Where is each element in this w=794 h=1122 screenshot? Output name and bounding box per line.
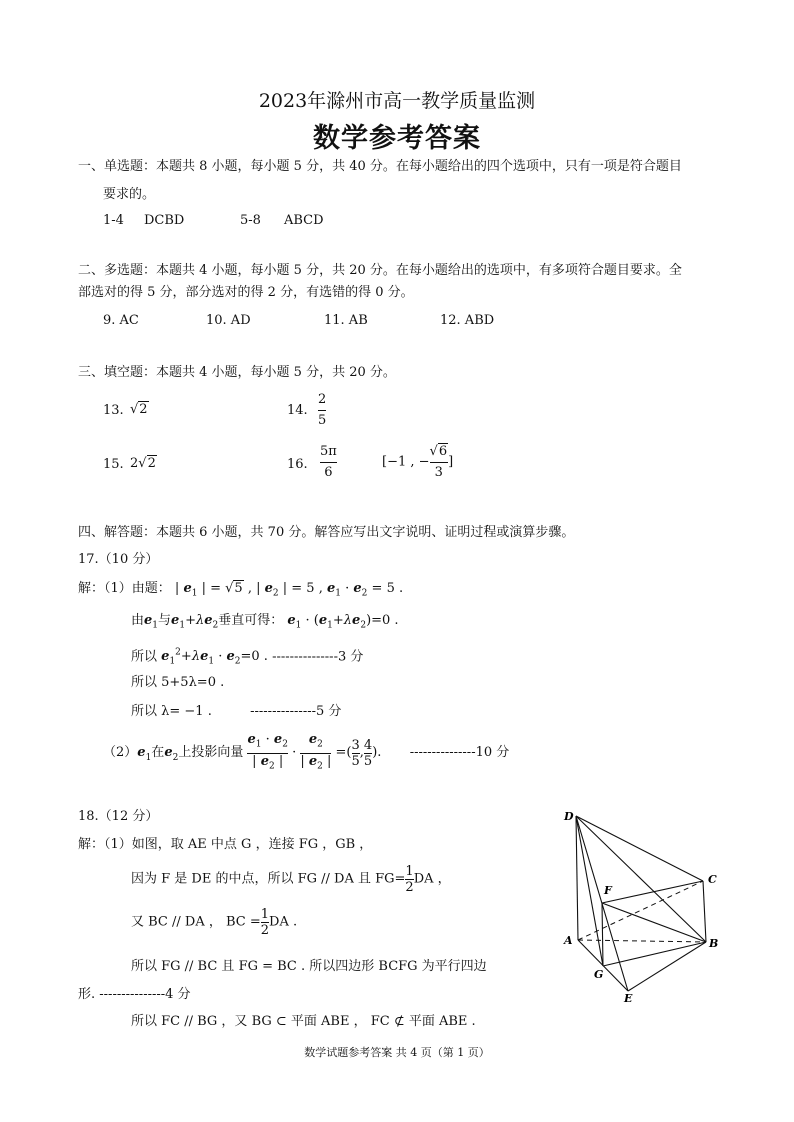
q17-line3-prefix: 所以 [131, 649, 158, 665]
label-C: C [708, 873, 717, 886]
q13-radicand: 2 [139, 402, 148, 417]
q18-line2 [131, 864, 451, 895]
section3-heading: 三、填空题：本题共 4 小题，每小题 5 分，共 20 分。 [78, 365, 396, 380]
q17-line5-score: ---------------5 分 [250, 704, 342, 719]
q17-line5-text: 所以 λ= −1 . [131, 704, 212, 719]
q17-line3-score: ---------------3 分 [272, 649, 364, 665]
label-G: G [594, 968, 604, 981]
section2-answer: 10. AD [206, 313, 251, 328]
q18-frac-den: 2 [405, 880, 414, 895]
q18-line3-b: DA . [269, 914, 298, 930]
q18-frac2-num: 1 [260, 907, 270, 922]
q17-line3 [131, 644, 363, 671]
q17-result-x-den: 5 [351, 753, 360, 769]
section2-heading-line2: 部选对的得 5 分，部分选对的得 2 分，有选错的得 0 分。 [78, 285, 414, 300]
label-A: A [564, 934, 573, 947]
q17-proj-frac1: $\frac{e_1 \cdot e_2}{| e_2 |}$ [247, 732, 287, 774]
edge-DC [576, 816, 703, 881]
q17-line3-math: $e_1^2+\lambda e_1 \cdot e_2=0$ . [161, 648, 268, 667]
q17-result-y [364, 738, 372, 769]
q18-line3 [131, 907, 297, 938]
q17-line2-a: 由 [131, 613, 145, 628]
q17-line5 [131, 703, 341, 721]
section1-ans1-value: DCBD [144, 213, 185, 228]
q17-result-y-den: 5 [363, 753, 373, 769]
q18-line2-b: DA ， [413, 871, 451, 887]
q16-denominator: 6 [320, 462, 337, 483]
q17-line4: 所以 5+5λ=0 . [131, 675, 225, 690]
q18-frac-num: 1 [405, 864, 414, 879]
edge-FG [602, 903, 603, 966]
edge-AC-dashed [578, 881, 703, 940]
q18-half-frac2 [261, 907, 269, 938]
q18-line6: 所以 FC // BG ，又 BG ⊂ 平面 ABE ， FC ⊄ 平面 ABE . [131, 1014, 476, 1029]
q17-line1 [78, 580, 403, 603]
q16-interval-start: [−1 , − [382, 454, 430, 470]
q17-part2-b: 上投影向量 [178, 745, 244, 761]
edge-FB [602, 903, 706, 942]
edge-FC [602, 881, 703, 903]
q17-part2: $(2)e_1$在$e_2$上投影向量 $\frac{e_1 \cdot e_2}{| e_2 |}$ · $\frac{e_2}{| e_2 |}$ =( $\frac{3}{5}$ , $\frac{4}{5}$ ). ---------------10 分 [103, 732, 509, 774]
q17-result-x [352, 738, 360, 769]
q17-line2-b: 与 [158, 613, 172, 628]
section2-answer: 11. AB [324, 313, 368, 328]
edge-CB [703, 881, 706, 942]
q13-answer: √2 [130, 402, 148, 417]
q16-interval-numerator: √6 [429, 444, 448, 459]
page-footer: 数学试题参考答案 共 4 页（第 1 页） [304, 1046, 490, 1059]
q16-label: 16. [287, 457, 308, 472]
edge-DA [576, 816, 578, 940]
q13-label: 13. [103, 403, 124, 418]
q18-frac2-den: 2 [260, 923, 270, 938]
q15-radicand: 2 [147, 456, 156, 471]
q18-line1: 解：（1）如图，取 AE 中点 G ，连接 FG ，GB ， [78, 837, 373, 852]
q18-line2-a: 因为 F 是 DE 的中点，所以 FG // DA 且 FG= [131, 871, 406, 887]
section1-heading-line2: 要求的。 [103, 187, 156, 202]
section1-ans1-label: 1-4 [103, 213, 124, 228]
q17-result-x-num: 3 [351, 737, 360, 753]
q18-line3-a: 又 BC // DA ， BC = [131, 914, 261, 930]
label-E: E [624, 992, 633, 1002]
q16-interval-denominator: 3 [430, 462, 449, 483]
q17-given-math: | $e_1$ | = √5 , | $e_2$ | = 5 , $e_1 \cdot e_2 = 5$ . [174, 581, 404, 599]
q16-answer1 [320, 442, 337, 483]
section2-answer: 12. ABD [440, 313, 495, 328]
q17-label: 17.（10 分） [78, 552, 159, 567]
label-D: D [564, 810, 574, 823]
page-title: 2023年滁州市高一教学质量监测 [258, 90, 536, 112]
q15-coefficient: 2 [130, 456, 139, 471]
q17-solve-prefix: 解：（1）由题： [78, 581, 171, 596]
q18-label: 18.（12 分） [78, 809, 159, 824]
page-subtitle: 数学参考答案 [313, 123, 481, 154]
q17-line2-c: 垂直可得： [218, 613, 284, 628]
q15-label: 15. [103, 457, 124, 472]
q15-answer: 2√2 [130, 456, 156, 471]
edge-AB-dashed [578, 940, 706, 942]
section1-ans2-value: ABCD [284, 213, 324, 228]
geometry-figure [558, 806, 730, 1002]
q16-interval-end: ] [448, 454, 454, 470]
q17-part2-score: ---------------10 分 [409, 745, 510, 761]
section1-ans2-label: 5-8 [240, 213, 261, 228]
q17-part2-prefix: （2） [103, 745, 138, 761]
q17-line2-math: $e_1 \cdot (e_1+\lambda e_2)=0$ . [287, 613, 399, 631]
section1-heading-line1: 一、单选题：本题共 8 小题，每小题 5 分，共 40 分。在每小题给出的四个选项中，只有一项是符合题目 [78, 159, 682, 174]
q16-numerator: 5π [320, 444, 337, 459]
label-F: F [604, 884, 612, 897]
section2-answer: 9. AC [103, 313, 139, 328]
edge-EB [628, 942, 706, 991]
q16-answer2 [382, 442, 453, 483]
section2-heading-line1: 二、多选题：本题共 4 小题，每小题 5 分，共 20 分。在每小题给出的选项中，有多项符合题目要求。全 [78, 263, 682, 278]
q14-answer [318, 390, 326, 431]
q18-line4: 所以 FG // BC 且 FG = BC . 所以四边形 BCFG 为平行四边 [131, 959, 487, 974]
label-B: B [709, 937, 719, 950]
q17-line2: 由$e_1$与$e_1+\lambda e_2$垂直可得： $e_1 \cdot (e_1+\lambda e_2)=0$ . [131, 613, 399, 631]
q17-part2-a: 在 [151, 745, 165, 761]
q18-half-frac [405, 864, 413, 895]
edge-GB [603, 942, 706, 966]
q14-label: 14. [287, 403, 308, 418]
q17-result-y-num: 4 [363, 737, 373, 753]
q16-interval-radicand: 6 [438, 444, 448, 459]
q14-denominator: 5 [318, 410, 326, 431]
section4-heading: 四、解答题：本题共 6 小题，共 70 分。解答应写出文字说明、证明过程或演算步骤。 [78, 525, 575, 540]
q17-proj-frac2: $\frac{e_2}{| e_2 |}$ [300, 732, 331, 774]
q14-numerator: 2 [318, 392, 327, 407]
q18-line5: 形. ---------------4 分 [78, 987, 191, 1002]
